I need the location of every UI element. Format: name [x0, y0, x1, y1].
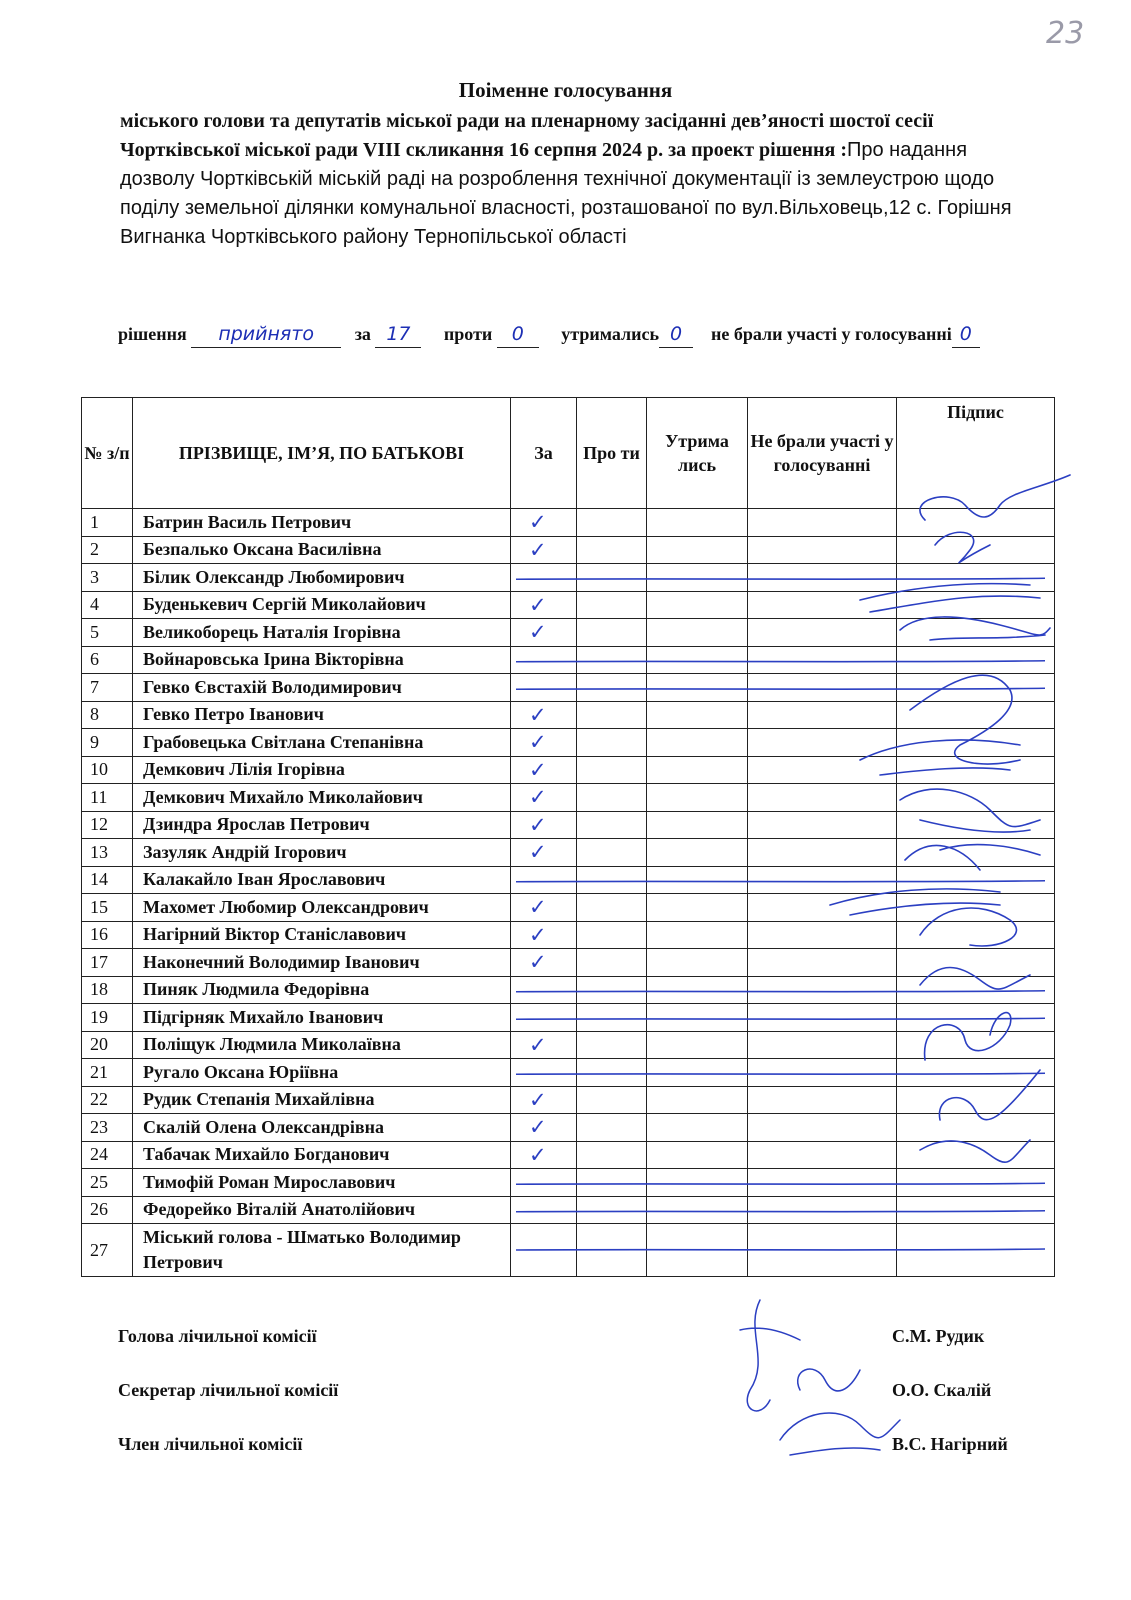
- deputy-name: Безпалько Оксана Василівна: [133, 536, 511, 564]
- checkmark-icon: ✓: [529, 950, 547, 975]
- vote-abstained-cell: [647, 701, 748, 729]
- vote-against-cell: [577, 729, 647, 757]
- deputy-name: Зазуляк Андрій Ігорович: [133, 839, 511, 867]
- vote-not-participated-cell: [748, 894, 897, 922]
- session-description: міського голови та депутатів міської ради на пленарному засіданні дев’яності шостої сесії Чортківської міської ради VIII скликання 16 серпня 2024 р. за проект рішення :: [120, 110, 934, 161]
- vote-against-cell: [577, 591, 647, 619]
- vote-against-cell: [577, 756, 647, 784]
- signature-cell: [897, 949, 1055, 977]
- counting-commission-secretary-label: Секретар лічильної комісії: [118, 1380, 339, 1400]
- vote-against-cell: [577, 1196, 647, 1224]
- col-signature-header: Підпис: [897, 398, 1055, 509]
- signature-cell: [897, 811, 1055, 839]
- vote-for-cell: [511, 1141, 577, 1169]
- vote-against-cell: [577, 674, 647, 702]
- signature-cell: [897, 866, 1055, 894]
- commission-signature-scribble: [740, 1300, 800, 1411]
- signature-cell: [897, 976, 1055, 1004]
- vote-abstained-cell: [647, 646, 748, 674]
- deputy-name: Великоборець Наталія Ігорівна: [133, 619, 511, 647]
- vote-not-participated-cell: [748, 646, 897, 674]
- vote-not-participated-cell: [748, 976, 897, 1004]
- abstained-label: утримались: [561, 324, 659, 344]
- signature-cell: [897, 894, 1055, 922]
- col-against-header: Про ти: [577, 398, 647, 509]
- row-number: 6: [82, 646, 133, 674]
- signature-cell: [897, 784, 1055, 812]
- vote-against-cell: [577, 1141, 647, 1169]
- row-number: 14: [82, 866, 133, 894]
- vote-for-cell: [511, 701, 577, 729]
- vote-for-cell: [511, 536, 577, 564]
- vote-not-participated-cell: [748, 1059, 897, 1087]
- deputy-name: Махомет Любомир Олександрович: [133, 894, 511, 922]
- vote-for-cell: [511, 811, 577, 839]
- abstained-count: 0: [659, 323, 693, 348]
- table-row: [82, 1059, 1055, 1087]
- vote-for-cell: [511, 1169, 577, 1197]
- row-number: 7: [82, 674, 133, 702]
- vote-for-cell: [511, 729, 577, 757]
- vote-against-cell: [577, 509, 647, 537]
- vote-against-cell: [577, 1114, 647, 1142]
- col-for-header: За: [511, 398, 577, 509]
- row-number: 16: [82, 921, 133, 949]
- deputy-name: Буденькевич Сергій Миколайович: [133, 591, 511, 619]
- vote-for-cell: [511, 756, 577, 784]
- vote-not-participated-cell: [748, 1086, 897, 1114]
- counting-commission-chair-label: Голова лічильної комісії: [118, 1326, 317, 1346]
- vote-for-cell: [511, 894, 577, 922]
- checkmark-icon: ✓: [529, 757, 547, 782]
- counting-commission-member-label: Член лічильної комісії: [118, 1434, 303, 1454]
- row-number: 11: [82, 784, 133, 812]
- table-row: [82, 1141, 1055, 1169]
- vote-against-cell: [577, 921, 647, 949]
- vote-abstained-cell: [647, 1059, 748, 1087]
- vote-not-participated-cell: [748, 811, 897, 839]
- vote-against-cell: [577, 811, 647, 839]
- vote-abstained-cell: [647, 1141, 748, 1169]
- against-label: проти: [443, 324, 493, 344]
- deputy-name: Міський голова - Шматько Володимир Петрович: [133, 1224, 511, 1277]
- vote-abstained-cell: [647, 509, 748, 537]
- deputy-name: Табачак Михайло Богданович: [133, 1141, 511, 1169]
- table-row: [82, 1031, 1055, 1059]
- table-row: [82, 894, 1055, 922]
- deputy-name: Дзиндра Ярослав Петрович: [133, 811, 511, 839]
- signature-cell: [897, 921, 1055, 949]
- checkmark-icon: ✓: [529, 922, 547, 947]
- counting-commission-member-name: В.С. Нагірний: [892, 1434, 1008, 1454]
- signature-cell: [897, 1169, 1055, 1197]
- vote-for-cell: [511, 564, 577, 592]
- signature-cell: [897, 1086, 1055, 1114]
- row-number: 22: [82, 1086, 133, 1114]
- row-number: 12: [82, 811, 133, 839]
- counting-commission-chair-name: С.М. Рудик: [892, 1326, 985, 1346]
- vote-not-participated-cell: [748, 619, 897, 647]
- vote-for-cell: [511, 949, 577, 977]
- deputy-name: Пиняк Людмила Федорівна: [133, 976, 511, 1004]
- signature-cell: [897, 674, 1055, 702]
- vote-for-cell: [511, 976, 577, 1004]
- table-row: [82, 591, 1055, 619]
- table-row: [82, 701, 1055, 729]
- signature-cell: [897, 564, 1055, 592]
- row-number: 2: [82, 536, 133, 564]
- deputy-name: Ругало Оксана Юріївна: [133, 1059, 511, 1087]
- deputy-name: Калакайло Іван Ярославович: [133, 866, 511, 894]
- vote-not-participated-cell: [748, 701, 897, 729]
- row-number: 10: [82, 756, 133, 784]
- row-number: 26: [82, 1196, 133, 1224]
- vote-not-participated-cell: [748, 591, 897, 619]
- vote-abstained-cell: [647, 536, 748, 564]
- vote-for-cell: [511, 839, 577, 867]
- signature-cell: [897, 1196, 1055, 1224]
- vote-not-participated-cell: [748, 839, 897, 867]
- vote-abstained-cell: [647, 729, 748, 757]
- row-number: 5: [82, 619, 133, 647]
- vote-for-cell: [511, 921, 577, 949]
- commission-signature-scribble: [780, 1413, 900, 1455]
- for-label: за: [354, 324, 371, 344]
- deputy-name: Грабовецька Світлана Степанівна: [133, 729, 511, 757]
- signature-cell: [897, 1031, 1055, 1059]
- vote-for-cell: [511, 1114, 577, 1142]
- table-row: [82, 1196, 1055, 1224]
- row-number: 24: [82, 1141, 133, 1169]
- deputy-name: Гевко Євстахій Володимирович: [133, 674, 511, 702]
- table-row: [82, 1224, 1055, 1277]
- table-row: [82, 646, 1055, 674]
- row-number: 21: [82, 1059, 133, 1087]
- vote-abstained-cell: [647, 591, 748, 619]
- table-row: [82, 839, 1055, 867]
- vote-against-cell: [577, 949, 647, 977]
- checkmark-icon: ✓: [529, 1032, 547, 1057]
- vote-abstained-cell: [647, 976, 748, 1004]
- vote-for-cell: [511, 509, 577, 537]
- vote-abstained-cell: [647, 894, 748, 922]
- row-number: 20: [82, 1031, 133, 1059]
- vote-not-participated-cell: [748, 1004, 897, 1032]
- signature-cell: [897, 646, 1055, 674]
- vote-for-cell: [511, 1004, 577, 1032]
- deputy-name: Наконечний Володимир Іванович: [133, 949, 511, 977]
- signature-cell: [897, 1114, 1055, 1142]
- signature-cell: [897, 591, 1055, 619]
- row-number: 8: [82, 701, 133, 729]
- vote-not-participated-cell: [748, 564, 897, 592]
- deputy-name: Батрин Василь Петрович: [133, 509, 511, 537]
- col-name-header: ПРІЗВИЩЕ, ІМ’Я, ПО БАТЬКОВІ: [133, 398, 511, 509]
- signature-cell: [897, 756, 1055, 784]
- table-row: [82, 976, 1055, 1004]
- vote-abstained-cell: [647, 564, 748, 592]
- vote-against-cell: [577, 866, 647, 894]
- checkmark-icon: ✓: [529, 1087, 547, 1112]
- checkmark-icon: ✓: [529, 785, 547, 810]
- vote-against-cell: [577, 1169, 647, 1197]
- vote-abstained-cell: [647, 1086, 748, 1114]
- vote-not-participated-cell: [748, 509, 897, 537]
- document-subtitle: [120, 107, 1040, 252]
- row-number: 23: [82, 1114, 133, 1142]
- vote-against-cell: [577, 894, 647, 922]
- vote-against-cell: [577, 701, 647, 729]
- row-number: 17: [82, 949, 133, 977]
- checkmark-icon: ✓: [529, 812, 547, 837]
- row-number: 27: [82, 1224, 133, 1277]
- vote-abstained-cell: [647, 1196, 748, 1224]
- deputy-name: Білик Олександр Любомирович: [133, 564, 511, 592]
- deputy-name: Скалій Олена Олександрівна: [133, 1114, 511, 1142]
- commission-signature-scribble: [798, 1369, 860, 1391]
- row-number: 4: [82, 591, 133, 619]
- row-number: 19: [82, 1004, 133, 1032]
- signature-cell: [897, 1141, 1055, 1169]
- vote-abstained-cell: [647, 674, 748, 702]
- vote-not-participated-cell: [748, 1141, 897, 1169]
- vote-abstained-cell: [647, 1114, 748, 1142]
- vote-not-participated-cell: [748, 1169, 897, 1197]
- table-row: [82, 921, 1055, 949]
- vote-not-participated-cell: [748, 866, 897, 894]
- col-not-participated-header: Не брали участі у голосуванні: [748, 398, 897, 509]
- table-row: [82, 619, 1055, 647]
- checkmark-icon: ✓: [529, 1142, 547, 1167]
- row-number: 3: [82, 564, 133, 592]
- vote-not-participated-cell: [748, 1114, 897, 1142]
- vote-not-participated-cell: [748, 536, 897, 564]
- checkmark-icon: ✓: [529, 1115, 547, 1140]
- vote-abstained-cell: [647, 1169, 748, 1197]
- table-row: [82, 564, 1055, 592]
- vote-not-participated-cell: [748, 756, 897, 784]
- checkmark-icon: ✓: [529, 702, 547, 727]
- page-number: 23: [1046, 16, 1085, 51]
- commission-signatures: [740, 1300, 900, 1455]
- vote-against-cell: [577, 1224, 647, 1277]
- vote-against-cell: [577, 646, 647, 674]
- vote-for-cell: [511, 1196, 577, 1224]
- col-abstained-header: Утрима лись: [647, 398, 748, 509]
- table-row: [82, 811, 1055, 839]
- project-title: Про надання дозволу Чортківській міській раді на розроблення технічної документації із землеустрою щодо поділу земельної ділянки комунальної власності, розташованої по вул.Вільховець,12 с. Горішня Вигнанка Чортківського району Тернопільської області: [120, 139, 1012, 248]
- row-number: 15: [82, 894, 133, 922]
- signature-cell: [897, 1004, 1055, 1032]
- vote-abstained-cell: [647, 811, 748, 839]
- vote-not-participated-cell: [748, 674, 897, 702]
- signature-cell: [897, 1059, 1055, 1087]
- signature-cell: [897, 536, 1055, 564]
- table-header-row: [82, 398, 1055, 509]
- roll-call-table: [81, 397, 1055, 1277]
- deputy-name: Войнаровська Ірина Вікторівна: [133, 646, 511, 674]
- deputy-name: Нагірний Віктор Станіславович: [133, 921, 511, 949]
- table-row: [82, 729, 1055, 757]
- signature-cell: [897, 1224, 1055, 1277]
- vote-not-participated-cell: [748, 729, 897, 757]
- vote-against-cell: [577, 1059, 647, 1087]
- decision-value: прийнято: [191, 323, 341, 348]
- signature-cell: [897, 619, 1055, 647]
- vote-abstained-cell: [647, 756, 748, 784]
- not-participated-count: 0: [952, 323, 980, 348]
- signature-cell: [897, 701, 1055, 729]
- vote-not-participated-cell: [748, 1224, 897, 1277]
- vote-abstained-cell: [647, 619, 748, 647]
- vote-abstained-cell: [647, 949, 748, 977]
- vote-for-cell: [511, 1059, 577, 1087]
- vote-against-cell: [577, 1031, 647, 1059]
- vote-against-cell: [577, 619, 647, 647]
- table-row: [82, 756, 1055, 784]
- table-row: [82, 1086, 1055, 1114]
- row-number: 13: [82, 839, 133, 867]
- vote-for-cell: [511, 784, 577, 812]
- row-number: 25: [82, 1169, 133, 1197]
- checkmark-icon: ✓: [529, 840, 547, 865]
- deputy-name: Федорейко Віталій Анатолійович: [133, 1196, 511, 1224]
- not-participated-label: не брали участі у голосуванні: [711, 324, 952, 344]
- decision-label: рішення: [118, 324, 187, 344]
- vote-for-cell: [511, 619, 577, 647]
- vote-for-cell: [511, 674, 577, 702]
- table-row: [82, 536, 1055, 564]
- deputy-name: Демкович Лілія Ігорівна: [133, 756, 511, 784]
- checkmark-icon: ✓: [529, 537, 547, 562]
- vote-not-participated-cell: [748, 1196, 897, 1224]
- deputy-name: Тимофій Роман Мирославович: [133, 1169, 511, 1197]
- table-row: [82, 509, 1055, 537]
- vote-against-cell: [577, 536, 647, 564]
- vote-against-cell: [577, 564, 647, 592]
- deputy-name: Рудик Степанія Михайлівна: [133, 1086, 511, 1114]
- signature-cell: [897, 509, 1055, 537]
- for-count: 17: [375, 323, 421, 348]
- vote-abstained-cell: [647, 1004, 748, 1032]
- deputy-name: Гевко Петро Іванович: [133, 701, 511, 729]
- vote-abstained-cell: [647, 1031, 748, 1059]
- table-row: [82, 866, 1055, 894]
- table-row: [82, 1114, 1055, 1142]
- document-title: Поіменне голосування: [458, 78, 673, 102]
- checkmark-icon: ✓: [529, 730, 547, 755]
- vote-abstained-cell: [647, 1224, 748, 1277]
- vote-against-cell: [577, 1086, 647, 1114]
- against-count: 0: [497, 323, 539, 348]
- row-number: 9: [82, 729, 133, 757]
- vote-for-cell: [511, 1031, 577, 1059]
- checkmark-icon: ✓: [529, 510, 547, 535]
- vote-abstained-cell: [647, 839, 748, 867]
- row-number: 1: [82, 509, 133, 537]
- deputy-name: Демкович Михайло Миколайович: [133, 784, 511, 812]
- vote-for-cell: [511, 1224, 577, 1277]
- table-row: [82, 949, 1055, 977]
- vote-against-cell: [577, 1004, 647, 1032]
- vote-not-participated-cell: [748, 1031, 897, 1059]
- table-row: [82, 674, 1055, 702]
- vote-for-cell: [511, 1086, 577, 1114]
- table-row: [82, 1169, 1055, 1197]
- vote-abstained-cell: [647, 784, 748, 812]
- vote-against-cell: [577, 784, 647, 812]
- signature-cell: [897, 729, 1055, 757]
- vote-not-participated-cell: [748, 949, 897, 977]
- counting-commission-secretary-name: О.О. Скалій: [892, 1380, 992, 1400]
- vote-abstained-cell: [647, 866, 748, 894]
- vote-not-participated-cell: [748, 921, 897, 949]
- vote-against-cell: [577, 839, 647, 867]
- deputy-name: Поліщук Людмила Миколаївна: [133, 1031, 511, 1059]
- checkmark-icon: ✓: [529, 620, 547, 645]
- vote-for-cell: [511, 646, 577, 674]
- checkmark-icon: ✓: [529, 592, 547, 617]
- vote-for-cell: [511, 866, 577, 894]
- row-number: 18: [82, 976, 133, 1004]
- vote-for-cell: [511, 591, 577, 619]
- signature-cell: [897, 839, 1055, 867]
- vote-against-cell: [577, 976, 647, 1004]
- decision-summary: [118, 320, 1048, 348]
- deputy-name: Підгірняк Михайло Іванович: [133, 1004, 511, 1032]
- vote-not-participated-cell: [748, 784, 897, 812]
- vote-abstained-cell: [647, 921, 748, 949]
- checkmark-icon: ✓: [529, 895, 547, 920]
- table-row: [82, 784, 1055, 812]
- table-row: [82, 1004, 1055, 1032]
- col-num-header: № з/п: [82, 398, 133, 509]
